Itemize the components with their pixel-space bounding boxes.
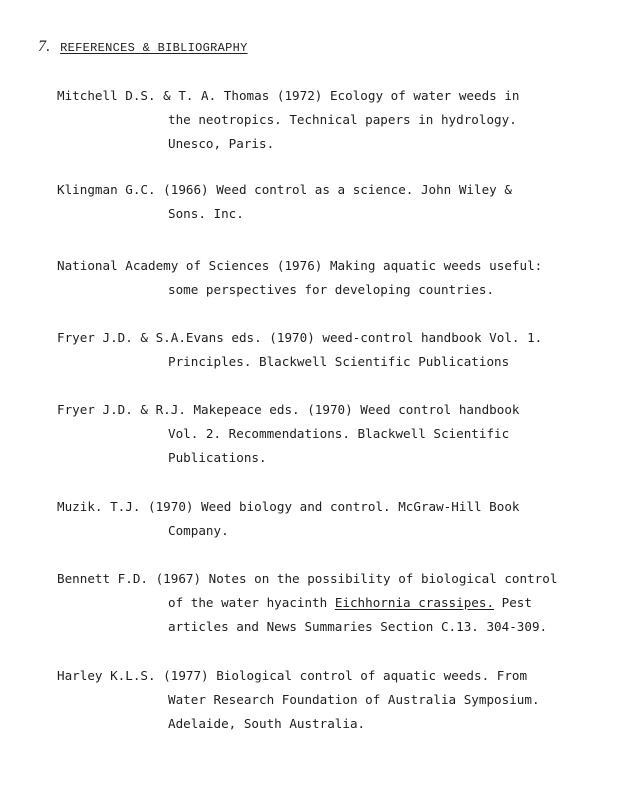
reference-line: Sons. Inc.: [168, 206, 244, 221]
reference-entry: [57, 84, 617, 156]
reference-entry: [57, 254, 617, 302]
reference-line: Unesco, Paris.: [168, 136, 275, 151]
reference-line: Mitchell D.S. & T. A. Thomas (1972) Ecology of water weeds in: [57, 88, 520, 103]
reference-line: [57, 591, 617, 615]
reference-line: Publications.: [168, 450, 267, 465]
species-name: Eichhornia crassipes.: [334, 595, 495, 610]
reference-line: the neotropics. Technical papers in hydrology.: [168, 112, 517, 127]
reference-line: Adelaide, South Australia.: [168, 716, 366, 731]
reference-line: Company.: [168, 523, 229, 538]
reference-line: Fryer J.D. & S.A.Evans eds. (1970) weed-control handbook Vol. 1.: [57, 330, 543, 345]
reference-text: of the water hyacinth: [168, 595, 335, 610]
section-heading: [38, 38, 248, 56]
section-title: REFERENCES & BIBLIOGRAPHY: [60, 41, 248, 55]
section-number: 7.: [38, 38, 51, 55]
reference-entry: [57, 178, 617, 226]
reference-line: Water Research Foundation of Australia Symposium.: [168, 692, 540, 707]
reference-line: Bennett F.D. (1967) Notes on the possibility of biological control: [57, 571, 558, 586]
reference-entry: [57, 495, 617, 543]
reference-entry: [57, 567, 617, 639]
reference-line: Fryer J.D. & R.J. Makepeace eds. (1970) Weed control handbook: [57, 402, 520, 417]
reference-line: Vol. 2. Recommendations. Blackwell Scientific: [168, 426, 510, 441]
reference-line: National Academy of Sciences (1976) Making aquatic weeds useful:: [57, 258, 543, 273]
reference-line: Klingman G.C. (1966) Weed control as a science. John Wiley &: [57, 182, 512, 197]
reference-line: Harley K.L.S. (1977) Biological control of aquatic weeds. From: [57, 668, 528, 683]
reference-line: articles and News Summaries Section C.13. 304-309.: [168, 619, 548, 634]
reference-line: Muzik. T.J. (1970) Weed biology and control. McGraw-Hill Book: [57, 499, 520, 514]
reference-entry: [57, 326, 617, 374]
reference-entry: [57, 398, 617, 470]
reference-entry: [57, 664, 617, 736]
reference-line: Principles. Blackwell Scientific Publications: [168, 354, 510, 369]
reference-text: Pest: [494, 595, 532, 610]
reference-line: some perspectives for developing countries.: [168, 282, 495, 297]
